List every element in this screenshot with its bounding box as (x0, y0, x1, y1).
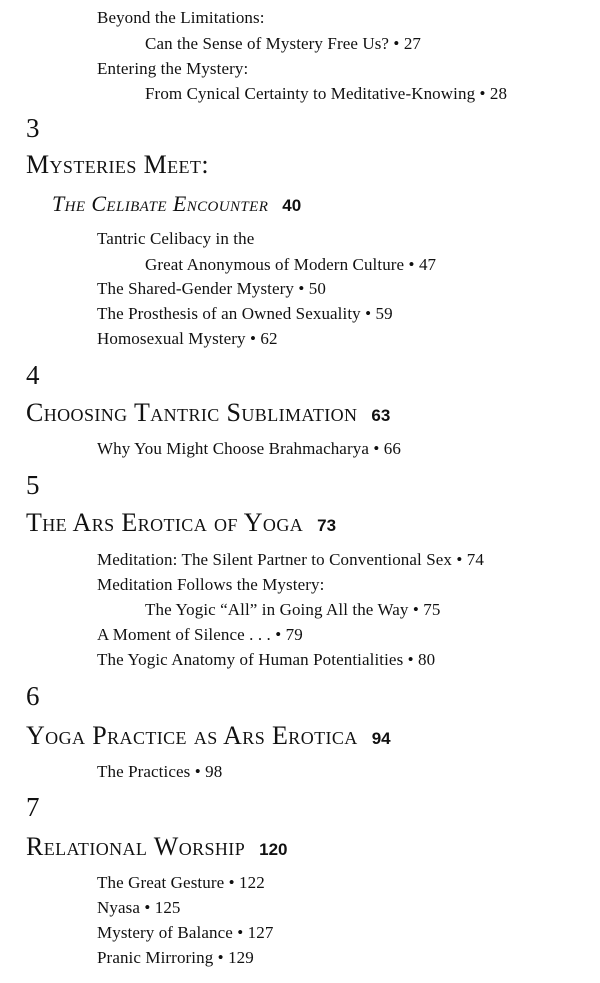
chapter-subtitle-text: The Celibate Encounter (52, 191, 269, 216)
toc-entry: Why You Might Choose Brahmacharya • 66 (97, 439, 401, 458)
toc-entry: Mystery of Balance • 127 (97, 923, 274, 942)
chapter-number: 7 (26, 792, 40, 822)
chapter-number: 6 (26, 681, 40, 711)
toc-entry: Nyasa • 125 (97, 898, 181, 917)
toc-entry: Great Anonymous of Modern Culture • 47 (145, 255, 437, 274)
toc-entry: Meditation Follows the Mystery: (97, 575, 325, 594)
chapter-subtitle (52, 189, 301, 221)
chapter-title-text: The Ars Erotica of Yoga (26, 508, 304, 537)
chapter-title-text: Relational Worship (26, 832, 246, 861)
chapter-title (26, 150, 209, 180)
toc-entry: The Shared-Gender Mystery • 50 (97, 279, 326, 298)
toc-entry: Tantric Celibacy in the (97, 229, 255, 248)
chapter-title (26, 832, 287, 865)
toc-entry: The Yogic “All” in Going All the Way • 75 (145, 600, 441, 619)
chapter-page-number: 40 (282, 196, 302, 215)
chapter-title-text: Yoga Practice as Ars Erotica (26, 721, 358, 750)
toc-entry: Homosexual Mystery • 62 (97, 329, 278, 348)
chapter-page-number: 63 (371, 406, 391, 425)
toc-entry: Meditation: The Silent Partner to Conventional Sex • 74 (97, 550, 484, 569)
toc-entry: Can the Sense of Mystery Free Us? • 27 (145, 34, 422, 53)
chapter-title (26, 721, 391, 754)
toc-entry: Pranic Mirroring • 129 (97, 948, 254, 967)
toc-entry: The Great Gesture • 122 (97, 873, 265, 892)
toc-entry: A Moment of Silence . . . • 79 (97, 625, 303, 644)
chapter-number: 4 (26, 360, 40, 390)
chapter-title (26, 508, 336, 541)
toc-entry: Entering the Mystery: (97, 59, 249, 78)
chapter-page-number: 120 (259, 840, 288, 859)
toc-entry: The Prosthesis of an Owned Sexuality • 59 (97, 304, 393, 323)
chapter-title-text: Choosing Tantric Sublimation (26, 398, 358, 427)
toc-entry: From Cynical Certainty to Meditative-Knowing • 28 (145, 84, 508, 103)
toc-entry: Beyond the Limitations: (97, 8, 265, 27)
chapter-page-number: 73 (317, 516, 337, 535)
chapter-title-text: Mysteries Meet: (26, 150, 209, 179)
chapter-number: 3 (26, 113, 40, 143)
toc-entry: The Yogic Anatomy of Human Potentialities • 80 (97, 650, 436, 669)
chapter-page-number: 94 (371, 729, 391, 748)
chapter-number: 5 (26, 470, 40, 500)
toc-entry: The Practices • 98 (97, 762, 223, 781)
chapter-title (26, 398, 390, 431)
